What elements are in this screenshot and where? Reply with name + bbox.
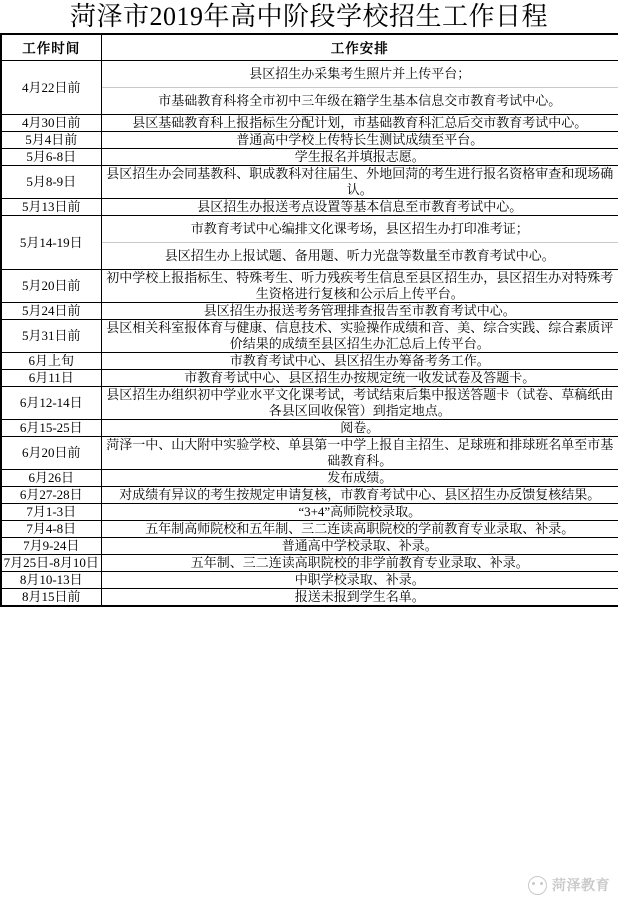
schedule-time-cell: 5月13日前 — [1, 198, 101, 215]
schedule-time-cell: 5月31日前 — [1, 319, 101, 352]
page-title: 菏泽市2019年高中阶段学校招生工作日程 — [69, 1, 548, 31]
schedule-task-cell — [101, 60, 618, 114]
table-row — [1, 198, 618, 215]
task-subline: 县区招生办采集考生照片并上传平台； — [249, 65, 471, 81]
task-sublist — [102, 61, 618, 114]
schedule-task-cell: 县区相关科室报体育与健康、信息技术、实验操作成绩和音、美、综合实践、综合素质评价结果的成绩至县区招生办汇总后上传平台。 — [101, 319, 618, 352]
schedule-task-cell: 市教育考试中心、县区招生办筹备考务工作。 — [101, 352, 618, 369]
table-row — [1, 554, 618, 571]
schedule-time-cell: 7月4-8日 — [1, 520, 101, 537]
table-row — [1, 537, 618, 554]
schedule-task-cell: 市教育考试中心、县区招生办按规定统一收发试卷及答题卡。 — [101, 369, 618, 386]
schedule-task-cell: 学生报名并填报志愿。 — [101, 148, 618, 165]
table-row — [1, 114, 618, 131]
schedule-task-cell: 报送未报到学生名单。 — [101, 588, 618, 606]
schedule-task-cell: 普通高中学校录取、补录。 — [101, 537, 618, 554]
schedule-time-cell: 4月30日前 — [1, 114, 101, 131]
schedule-time-cell: 8月15日前 — [1, 588, 101, 606]
title-bar — [0, 0, 618, 33]
table-row — [1, 352, 618, 369]
table-row — [1, 469, 618, 486]
table-row — [1, 131, 618, 148]
schedule-task-cell: 中职学校录取、补录。 — [101, 571, 618, 588]
schedule-task-cell: 五年制、三二连读高职院校的非学前教育专业录取、补录。 — [101, 554, 618, 571]
schedule-time-cell: 5月4日前 — [1, 131, 101, 148]
table-row — [1, 302, 618, 319]
table-row — [1, 215, 618, 269]
schedule-task-cell: “3+4”高师院校录取。 — [101, 503, 618, 520]
table-row — [1, 165, 618, 198]
table-row — [1, 588, 618, 606]
schedule-task-cell: 发布成绩。 — [101, 469, 618, 486]
schedule-time-cell: 5月8-9日 — [1, 165, 101, 198]
schedule-time-cell: 5月24日前 — [1, 302, 101, 319]
schedule-task-cell: 县区招生办报送考点设置等基本信息至市教育考试中心。 — [101, 198, 618, 215]
schedule-task-cell: 县区招生办会同基教科、职成教科对往届生、外地回菏的考生进行报名资格审查和现场确认。 — [101, 165, 618, 198]
column-header-task: 工作安排 — [101, 34, 618, 60]
table-row — [1, 369, 618, 386]
table-row — [1, 486, 618, 503]
table-row — [1, 148, 618, 165]
schedule-time-cell: 5月20日前 — [1, 269, 101, 302]
schedule-task-cell: 普通高中学校上传特长生测试成绩至平台。 — [101, 131, 618, 148]
schedule-task-cell: 县区基础教育科上报指标生分配计划，市基础教育科汇总后交市教育考试中心。 — [101, 114, 618, 131]
schedule-task-cell: 县区招生办报送考务管理排查报告至市教育考试中心。 — [101, 302, 618, 319]
table-row — [1, 503, 618, 520]
table-header-row — [1, 34, 618, 60]
schedule-task-cell: 菏泽一中、山大附中实验学校、单县第一中学上报自主招生、足球班和排球班名单至市基础教育科。 — [101, 436, 618, 469]
table-header — [1, 34, 618, 60]
schedule-time-cell: 6月26日 — [1, 469, 101, 486]
schedule-time-cell: 6月12-14日 — [1, 386, 101, 419]
task-sublist — [102, 216, 618, 269]
schedule-time-cell: 6月上旬 — [1, 352, 101, 369]
task-subline: 市基础教育科将全市初中三年级在籍学生基本信息交市教育考试中心。 — [102, 87, 618, 114]
schedule-task-cell: 五年制高师院校和五年制、三二连读高职院校的学前教育专业录取、补录。 — [101, 520, 618, 537]
schedule-time-cell: 7月1-3日 — [1, 503, 101, 520]
table-row — [1, 269, 618, 302]
table-row — [1, 319, 618, 352]
table-row — [1, 60, 618, 114]
circular-logo-icon — [528, 876, 547, 895]
schedule-time-cell: 6月27-28日 — [1, 486, 101, 503]
schedule-time-cell: 6月11日 — [1, 369, 101, 386]
table-body — [1, 60, 618, 606]
schedule-time-cell: 5月6-8日 — [1, 148, 101, 165]
schedule-task-cell — [101, 215, 618, 269]
watermark-label: 菏泽教育 — [552, 877, 610, 893]
schedule-time-cell: 6月20日前 — [1, 436, 101, 469]
schedule-time-cell: 4月22日前 — [1, 60, 101, 114]
schedule-task-cell: 对成绩有异议的考生按规定申请复核，市教育考试中心、县区招生办反馈复核结果。 — [101, 486, 618, 503]
column-header-time: 工作时间 — [1, 34, 101, 60]
schedule-time-cell: 7月9-24日 — [1, 537, 101, 554]
schedule-task-cell: 初中学校上报指标生、特殊考生、听力残疾考生信息至县区招生办，县区招生办对特殊考生资格进行复核和公示后上传平台。 — [101, 269, 618, 302]
table-row — [1, 386, 618, 419]
table-row — [1, 520, 618, 537]
schedule-time-cell: 5月14-19日 — [1, 215, 101, 269]
schedule-time-cell: 6月15-25日 — [1, 419, 101, 436]
table-row — [1, 571, 618, 588]
task-subline: 县区招生办上报试题、备用题、听力光盘等数量至市教育考试中心。 — [102, 242, 618, 269]
table-row — [1, 419, 618, 436]
schedule-task-cell: 阅卷。 — [101, 419, 618, 436]
watermark — [528, 875, 610, 895]
schedule-table — [0, 33, 618, 607]
task-subline: 市教育考试中心编排文化课考场，县区招生办打印准考证； — [190, 220, 529, 236]
schedule-time-cell: 8月10-13日 — [1, 571, 101, 588]
schedule-task-cell: 县区招生办组织初中学业水平文化课考试，考试结束后集中报送答题卡（试卷、草稿纸由各县区回收保管）到指定地点。 — [101, 386, 618, 419]
schedule-time-cell: 7月25日-8月10日 — [1, 554, 101, 571]
table-row — [1, 436, 618, 469]
